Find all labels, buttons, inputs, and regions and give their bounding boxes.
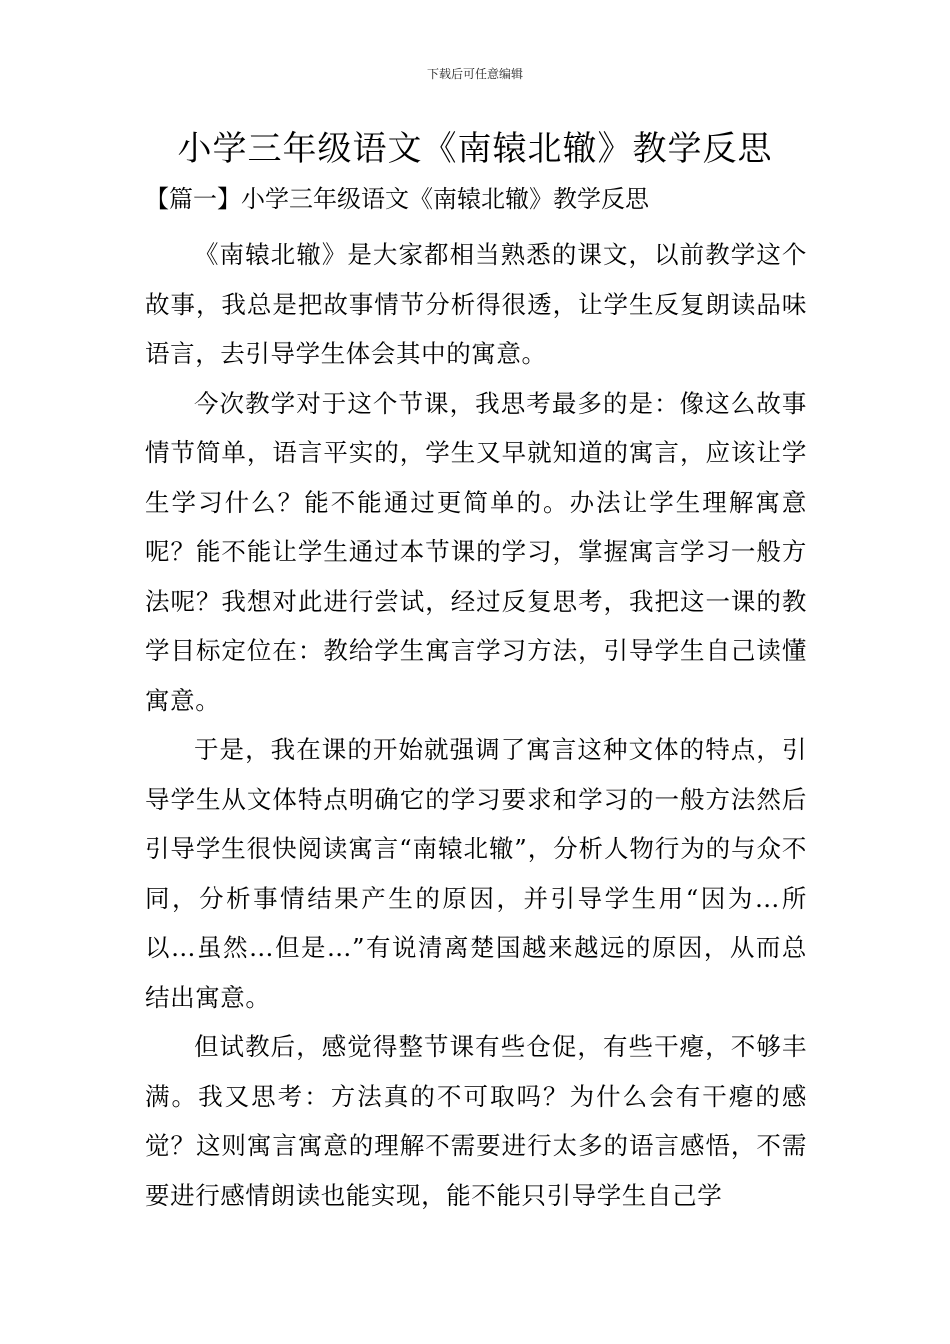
paragraph: 《南辕北辙》是大家都相当熟悉的课文，以前教学这个故事，我总是把故事情节分析得很透，让学生反复朗读品味语言，去引导学生体会其中的寓意。 [145, 240, 807, 368]
header-note: 下载后可任意编辑 [426, 67, 523, 81]
paragraph: 但试教后，感觉得整节课有些仓促，有些干瘪，不够丰满。我又思考：方法真的不可取吗？为什么会有干瘪的感觉？这则寓言寓意的理解不需要进行太多的语言感悟，不需要进行感情朗读也能实现，能不能只引导学生自己学 [145, 1032, 807, 1210]
paragraph: 于是，我在课的开始就强调了寓言这种文体的特点，引导学生从文体特点明确它的学习要求和学习的一般方法然后引导学生很快阅读寓言“南辕北辙”，分析人物行为的与众不同，分析事情结果产生的原因，并引导学生用“因为…所以…虽然…但是…”有说清离楚国越来越远的原因，从而总结出寓意。 [145, 735, 807, 1012]
paragraph: 今次教学对于这个节课，我思考最多的是：像这么故事情节简单，语言平实的，学生又早就知道的寓言，应该让学生学习什么？能不能通过更简单的。办法让学生理解寓意呢？能不能让学生通过本节课的学习，掌握寓言学习一般方法呢？我想对此进行尝试，经过反复思考，我把这一课的教学目标定位在：教给学生寓言学习方法，引导学生自己读懂寓意。 [145, 388, 807, 715]
section-heading: 【篇一】小学三年级语文《南辕北辙》教学反思 [145, 185, 649, 213]
document-title: 小学三年级语文《南辕北辙》教学反思 [177, 129, 773, 169]
body-text [145, 230, 807, 1220]
